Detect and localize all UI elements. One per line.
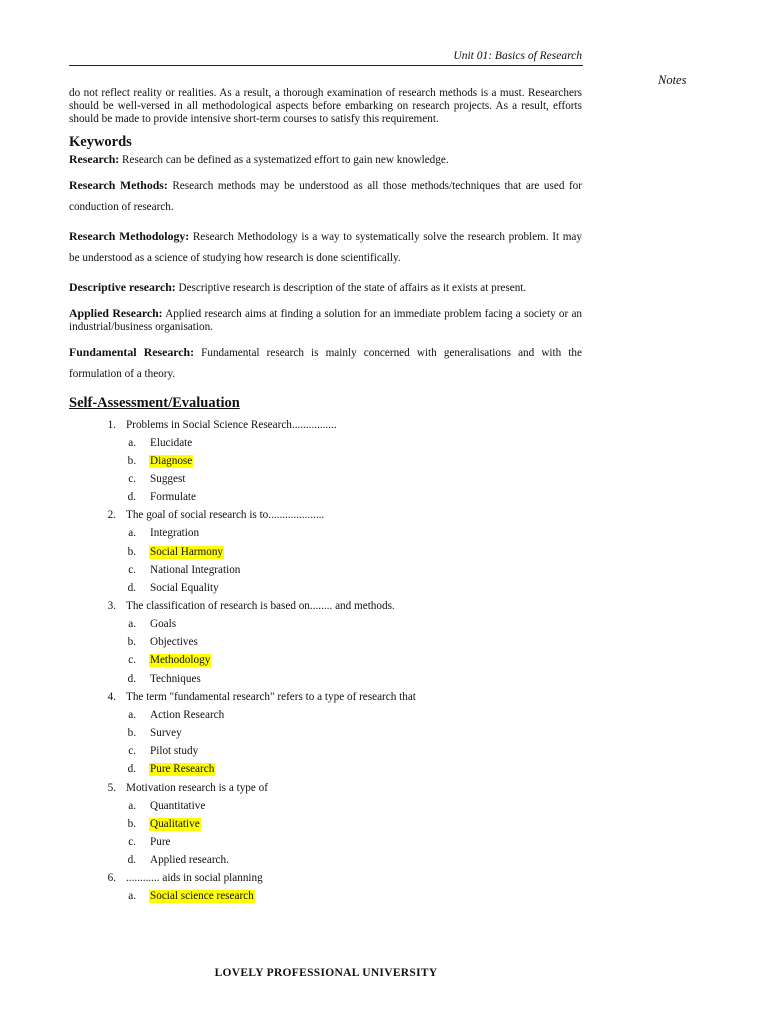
keyword-item	[69, 342, 582, 385]
unit-title: Unit 01: Basics of Research	[453, 50, 582, 62]
option-item	[69, 634, 582, 652]
option-text: Quantitative	[150, 799, 206, 812]
option-letter: c.	[128, 835, 136, 848]
keywords-heading: Keywords	[69, 134, 132, 150]
option-text: Goals	[150, 618, 177, 631]
option-list	[69, 525, 582, 598]
question-number: 5.	[107, 781, 116, 794]
question-number: 2.	[107, 509, 116, 522]
question-number: 3.	[107, 600, 116, 612]
option-item	[69, 852, 582, 870]
option-letter: b.	[127, 454, 136, 467]
option-text-highlighted: Methodology	[150, 654, 211, 667]
option-list	[69, 434, 582, 507]
option-letter: d.	[127, 763, 136, 776]
question-number: 4.	[107, 690, 116, 703]
question-list	[69, 416, 582, 906]
option-text: Pure	[150, 835, 171, 848]
question-item	[69, 870, 582, 906]
option-item	[69, 761, 582, 779]
question-item	[69, 598, 582, 689]
option-list	[69, 706, 582, 779]
keyword-item	[69, 307, 582, 334]
option-letter: c.	[128, 472, 136, 485]
notes-label: Notes	[658, 73, 687, 87]
option-text: Applied research.	[150, 854, 229, 867]
option-item	[69, 470, 582, 488]
option-item	[69, 543, 582, 561]
question-text: Problems in Social Science Research................	[126, 418, 337, 431]
option-text-highlighted: Social Harmony	[150, 545, 224, 558]
keyword-definition: Research Methodology is a way to systematically solve the research problem. It may be understood as a science of studying how research is done scientifically.	[69, 231, 582, 264]
keyword-definition: Research methods may be understood as all those methods/techniques that are used for conduction of research.	[69, 180, 582, 213]
option-item	[69, 434, 582, 452]
option-text: Pilot study	[150, 745, 199, 758]
page-content	[69, 87, 582, 906]
keyword-item	[69, 226, 582, 269]
option-letter: c.	[128, 563, 136, 576]
option-text: Suggest	[150, 472, 186, 485]
keyword-definition: Descriptive research is description of the state of affairs as it exists at present.	[175, 282, 527, 294]
option-letter: d.	[127, 672, 136, 685]
option-item	[69, 888, 582, 906]
question-text: The term "fundamental research" refers to a type of research that	[126, 690, 416, 703]
keyword-definition: Fundamental research is mainly concerned with generalisations and with the formulation of a theory.	[69, 347, 582, 380]
option-item	[69, 616, 582, 634]
option-letter: b.	[127, 817, 136, 830]
option-text: National Integration	[150, 563, 241, 576]
option-item	[69, 579, 582, 597]
option-text-highlighted: Diagnose	[150, 454, 193, 467]
option-text: Objectives	[150, 636, 198, 649]
question-text: The goal of social research is to....................	[126, 509, 325, 522]
option-letter: d.	[127, 854, 136, 867]
question-text: ............ aids in social planning	[126, 872, 263, 885]
keyword-definition: Applied research aims at finding a solution for an immediate problem facing a society or an industrial/business organisation.	[69, 308, 582, 333]
question-item	[69, 507, 582, 598]
option-text-highlighted: Qualitative	[150, 817, 200, 830]
option-item	[69, 670, 582, 688]
keyword-item	[69, 153, 582, 167]
question-number: 1.	[107, 418, 116, 431]
option-letter: a.	[128, 708, 136, 721]
option-text: Integration	[150, 527, 200, 540]
question-text: The classification of research is based on........ and methods.	[126, 600, 395, 612]
option-letter: a.	[128, 799, 136, 812]
option-item	[69, 743, 582, 761]
option-list	[69, 797, 582, 870]
option-item	[69, 525, 582, 543]
intro-paragraph: do not reflect reality or realities. As a result, a thorough examination of research methods is a must. Researchers should be well-versed in all methodological aspects before embarking on research projects. As a result, efforts should be made to provide intensive short-term courses to satisfy this requirement.	[69, 87, 582, 125]
keyword-term: Applied Research:	[69, 306, 163, 320]
option-letter: d.	[127, 581, 136, 594]
option-letter: c.	[128, 654, 136, 667]
option-letter: c.	[128, 745, 136, 758]
option-item	[69, 706, 582, 724]
keyword-term: Research Methods:	[69, 178, 168, 192]
option-letter: a.	[128, 527, 136, 540]
option-item	[69, 724, 582, 742]
keyword-term: Descriptive research:	[69, 280, 176, 294]
option-text-highlighted: Pure Research	[150, 763, 215, 776]
option-text: Social Equality	[150, 581, 219, 594]
page-footer: LOVELY PROFESSIONAL UNIVERSITY	[214, 967, 438, 979]
keyword-item	[69, 175, 582, 218]
option-letter: b.	[127, 636, 136, 649]
question-number: 6.	[107, 872, 116, 885]
option-text: Techniques	[150, 672, 201, 685]
option-text: Action Research	[150, 708, 225, 721]
option-letter: b.	[127, 727, 136, 740]
option-letter: a.	[128, 618, 136, 631]
evaluation-heading: Self-Assessment/Evaluation	[69, 395, 240, 411]
option-letter: a.	[128, 890, 136, 903]
question-text: Motivation research is a type of	[126, 781, 268, 794]
question-item	[69, 779, 582, 870]
option-text: Survey	[150, 727, 182, 740]
option-item	[69, 833, 582, 851]
option-text-highlighted: Social science research	[150, 890, 254, 903]
question-item	[69, 416, 582, 507]
option-item	[69, 561, 582, 579]
keywords-list	[69, 153, 582, 385]
keyword-term: Research:	[69, 152, 120, 166]
option-item	[69, 652, 582, 670]
option-item	[69, 489, 582, 507]
keyword-term: Research Methodology:	[69, 229, 190, 243]
option-text: Elucidate	[150, 436, 193, 449]
option-item	[69, 452, 582, 470]
option-list	[69, 616, 582, 689]
option-letter: d.	[127, 491, 136, 504]
question-item	[69, 688, 582, 779]
keyword-item	[69, 277, 582, 299]
option-item	[69, 815, 582, 833]
option-text: Formulate	[150, 491, 196, 504]
option-list	[69, 888, 582, 906]
header-rule	[69, 65, 583, 66]
keyword-definition: Research can be defined as a systematized effort to gain new knowledge.	[119, 154, 449, 166]
option-letter: b.	[127, 545, 136, 558]
keyword-term: Fundamental Research:	[69, 345, 195, 359]
option-item	[69, 797, 582, 815]
option-letter: a.	[128, 436, 136, 449]
